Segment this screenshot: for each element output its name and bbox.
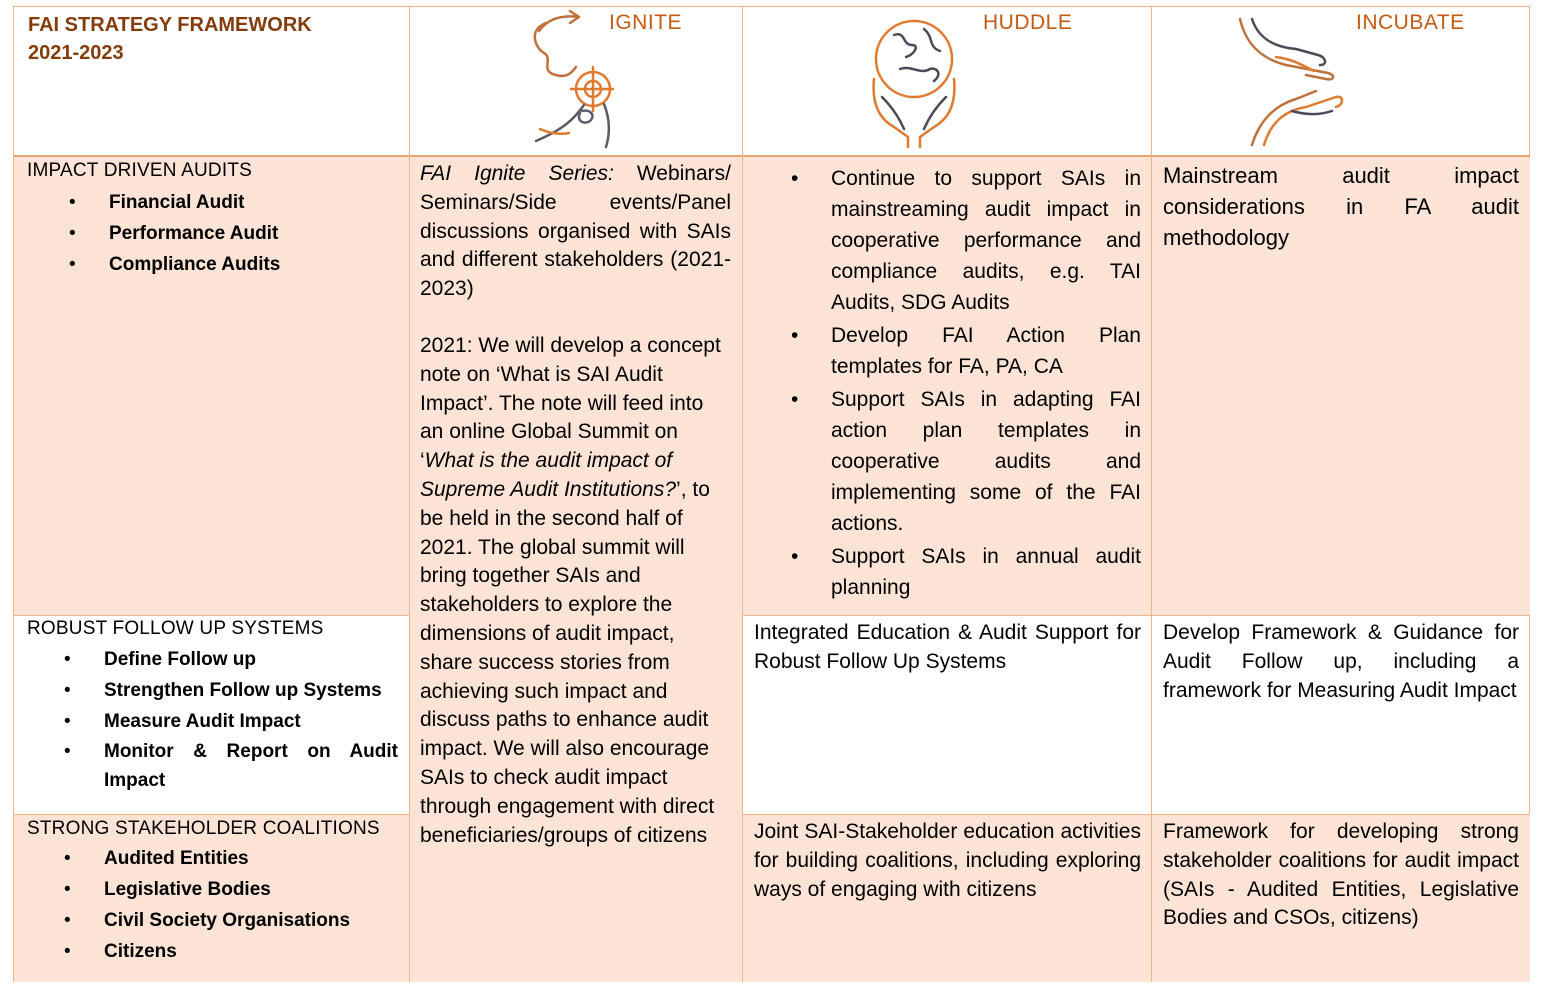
- ignite-summit-paragraph: [420, 332, 731, 850]
- huddle-coalitions-text: Joint SAI-Stakeholder education activities for building coalitions, including exploring ways of engaging with citizens: [754, 820, 1141, 901]
- row-divider-1a: [14, 615, 409, 616]
- column-header-huddle: HUDDLE: [983, 11, 1073, 34]
- list-item: • Develop FAI Action Plan templates for FA, PA, CA: [831, 320, 1141, 382]
- list-item: • Support SAIs in annual audit planning: [831, 541, 1141, 603]
- incubate-impact-text: Mainstream audit impact considerations in FA audit methodology: [1163, 163, 1519, 250]
- incubate-coalitions-text: Framework for developing strong stakeholder coalitions for audit impact (SAIs - Audited Entities, Legislative Bodies and CSOs, citizens): [1163, 820, 1519, 930]
- ignite-column-content: [420, 160, 731, 850]
- cupped-hands-icon: [1236, 15, 1346, 150]
- huddle-follow-up-text: Integrated Education & Audit Support for Robust Follow Up Systems: [754, 621, 1141, 673]
- ignite-series-text: Webinars/ Seminars/Side events/Panel discussions organised with SAIs and different stakeholders (2021-2023): [420, 162, 731, 301]
- row-divider-2b: [742, 814, 1530, 815]
- list-item: • Audited Entities: [104, 843, 350, 874]
- list-item: • Citizens: [104, 936, 350, 967]
- row-title-robust-follow-up: ROBUST FOLLOW UP SYSTEMS: [27, 618, 324, 639]
- list-item: • Define Follow up: [104, 644, 398, 675]
- row-divider-1b: [742, 615, 1530, 616]
- ignite-summit-text-1: 2021: We will develop a concept note on ‘What is SAI Audit Impact’. The note will feed into an online Global Summit on ‘: [420, 333, 721, 473]
- framework-title-line2: 2021-2023: [28, 42, 124, 64]
- ignite-series-label: FAI Ignite Series:: [420, 162, 614, 185]
- row-title-impact-driven-audits: IMPACT DRIVEN AUDITS: [27, 160, 252, 181]
- ignite-series-paragraph: [420, 160, 731, 304]
- incubate-follow-up-text: Develop Framework & Guidance for Audit Follow up, including a framework for Measuring Audit Impact: [1163, 621, 1519, 702]
- list-item: • Monitor & Report on Audit Impact: [104, 737, 398, 795]
- huddle-impact-list: [831, 163, 1141, 605]
- list-item: • Compliance Audits: [109, 249, 280, 280]
- col-divider-3: [1151, 7, 1152, 982]
- follow-up-list: [104, 644, 398, 795]
- impact-audit-list: [109, 187, 280, 280]
- list-item: • Continue to support SAIs in mainstreaming audit impact in cooperative performance and compliance audits, e.g. TAI Audits, SDG Audits: [831, 163, 1141, 318]
- list-item: • Support SAIs in adapting FAI action plan templates in cooperative audits and implementing some of the FAI actions.: [831, 384, 1141, 539]
- huddle-impact-cell: [742, 157, 1151, 615]
- framework-title-line1: FAI STRATEGY FRAMEWORK: [28, 14, 312, 36]
- list-item: • Strengthen Follow up Systems: [104, 675, 398, 706]
- hands-globe-icon: [854, 9, 974, 149]
- framework-title: [28, 11, 312, 67]
- column-header-incubate: INCUBATE: [1356, 11, 1465, 34]
- coalitions-list: [104, 843, 350, 967]
- list-item: • Performance Audit: [109, 218, 280, 249]
- row-title-stakeholder-coalitions: STRONG STAKEHOLDER COALITIONS: [27, 818, 380, 839]
- hand-target-icon: [514, 9, 614, 149]
- column-header-ignite: IGNITE: [609, 11, 683, 34]
- list-item: • Measure Audit Impact: [104, 706, 398, 737]
- list-item: • Civil Society Organisations: [104, 905, 350, 936]
- row-divider-2a: [14, 814, 409, 815]
- col-divider-1: [409, 7, 410, 982]
- ignite-summit-title: What is the audit impact of Supreme Audit Institutions?: [420, 449, 677, 501]
- ignite-summit-text-2: ’, to be held in the second half of 2021. The global summit will bring together SAIs and stakeholders to explore the dimensions of audit impact, share success stories from achieving such impact and discuss paths to enhance audit impact. We will also encourage SAIs to check audit impact through engagement with direct beneficiaries/groups of citizens: [420, 477, 715, 847]
- list-item: • Financial Audit: [109, 187, 280, 218]
- strategy-framework-table: [13, 6, 1530, 982]
- list-item: • Legislative Bodies: [104, 874, 350, 905]
